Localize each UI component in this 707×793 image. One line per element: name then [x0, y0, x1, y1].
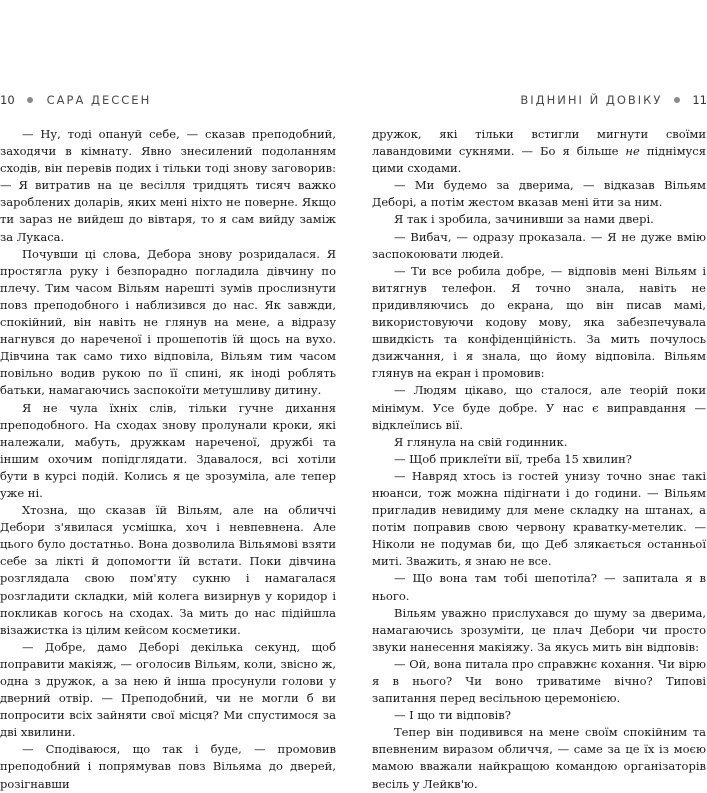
- right-page-text: [372, 126, 706, 793]
- paragraph: Тепер він подивився на мене своїм спокійним та впевненим виразом обличчя, — саме за це їх із моєю мамою вважали найкращою командою організаторів весіль у Лейкв'ю.: [372, 725, 706, 791]
- paragraph: — Вибач, — одразу проказала. — Я не дуже вмію заспокоювати людей.: [372, 229, 706, 261]
- bullet-dot-icon: [674, 97, 680, 103]
- emphasis-text: не: [625, 144, 640, 159]
- paragraph: — Сподіваюся, що так і буде, — промовив преподобний і попрямував повз Вільяма до дверей, розігнавши: [0, 742, 336, 791]
- left-page: [0, 0, 353, 791]
- paragraph: — Що вона там тобі шепотіла? — запитала я в нього.: [372, 571, 706, 603]
- paragraph: Я глянула на свій годинник.: [394, 434, 568, 449]
- paragraph: — Людям цікаво, що сталося, але теорій поки мінімум. Усе буде добре. У нас є виправдання — відклеїлись вії.: [372, 383, 706, 432]
- book-title: ВІДНИНІ Й ДОВІКУ: [520, 93, 663, 107]
- author-name: САРА ДЕССЕН: [46, 93, 152, 107]
- running-head-right: [520, 92, 707, 108]
- bullet-dot-icon: [27, 97, 33, 103]
- running-head-left: [0, 92, 151, 108]
- paragraph: Хтозна, що сказав їй Вільям, але на обличчі Дебори з'явилася усмішка, хоч і невпевнена. Але цього було достатньо. Вона дозволила Вільямові взяти себе за лікті й допомогти їй встати. Поки дівчина розглядала свою пом'яту сукню і намагалася розгладити складки, мій колега визирнув у коридор і покликав когось на сходах. За мить до нас підійшла візажистка із цілим кейсом косметики.: [0, 503, 336, 637]
- left-page-text: [0, 126, 336, 793]
- paragraph-continued: дружок, які тільки встигли мигнути своїми лавандовими сукнями. — Бо я більше не піднімуся цими сходами.: [372, 127, 706, 176]
- paragraph: — Ми будемо за дверима, — відказав Вільям Деборі, а потім жестом вказав мені йти за ним.: [372, 178, 706, 210]
- paragraph: — Ти все робила добре, — відповів мені Вільям і витягнув телефон. Я точно знала, навіть не придивляючись до екрана, що він писав мамі, використовуючи кодову мову, яка забезпечувала швидкість та конфіденційність. За мить почулось дзижчання, і я знала, що йому відповіла. Вільям глянув на екран і промовив:: [372, 263, 706, 381]
- paragraph: Я так і зробила, зачинивши за нами двері.: [394, 212, 654, 227]
- paragraph: — Ой, вона питала про справжнє кохання. Чи вірю я в нього? Чи воно триватиме вічно? Типові запитання перед весільною церемонією.: [372, 656, 706, 706]
- paragraph: — Ну, тоді опануй себе, — сказав преподобний, заходячи в кімнату. Явно знесилений подоланням сходів, він перевів подих і тільки тоді знову заговорив: — Я витратив на це весілля тридцять тисяч важко зароблених доларів, яких мені ніхто не поверне. Якщо ти зараз не вийдеш до вівтаря, то я сам вийду заміж за Лукаса.: [0, 127, 336, 244]
- right-page: [354, 0, 707, 791]
- paragraph: — І що ти відповів?: [394, 708, 511, 723]
- paragraph: Вільям уважно прислухався до шуму за дверима, намагаючись зрозуміти, це плач Дебори чи просто звуки нанесення макіяжу. За якусь мить він відповів:: [372, 605, 706, 654]
- paragraph: — Щоб приклеїти вії, треба 15 хвилин?: [394, 451, 632, 466]
- paragraph: — Навряд хтось із гостей унизу точно знає такі нюанси, тож можна підігнати і до години. — Вільям пригладив невидиму для мене складку на штанах, а потім поправив свою червону краватку-метелик. — Ніколи не подумав би, що Деб злякається останньої миті. Зважить, я знаю не все.: [372, 468, 706, 569]
- page-number-left: 10: [0, 93, 15, 107]
- page-number-right: 11: [692, 93, 707, 107]
- paragraph: Я не чула їхніх слів, тільки гучне дихання преподобного. На сходах знову пролунали кроки, які належали, мабуть, дружкам нареченої, дружбі та іншим охочим попідглядати. Здавалося, всі хотіли бути в курсі подій. Колись я це зрозуміла, але тепер уже ні.: [0, 400, 336, 500]
- paragraph: — Добре, дамо Деборі декілька секунд, щоб поправити макіяж, — оголосив Вільям, коли, звісно ж, одна з дружок, а за нею й інша просунули голови у дверний отвір. — Преподобний, чи не могли б ви попросити всіх зайняти свої місця? Ми спустимося за дві хвилини.: [0, 639, 336, 740]
- paragraph: Почувши ці слова, Дебора знову розридалася. Я простягла руку і безпорадно погладила дівчину по плечу. Тим часом Вільям нарешті зумів прослизнути повз преподобного і наблизився до нас. Як завжди, спокійний, він навіть не глянув на мене, а відразу нагнувся до нареченої і прошепотів їй щось на вухо. Дівчина так само тихо відповіла, Вільям тим часом повільно водив рукою по її спині, як іноді роблять батьки, намагаючись заспокоїти метушливу дитину.: [0, 246, 336, 398]
